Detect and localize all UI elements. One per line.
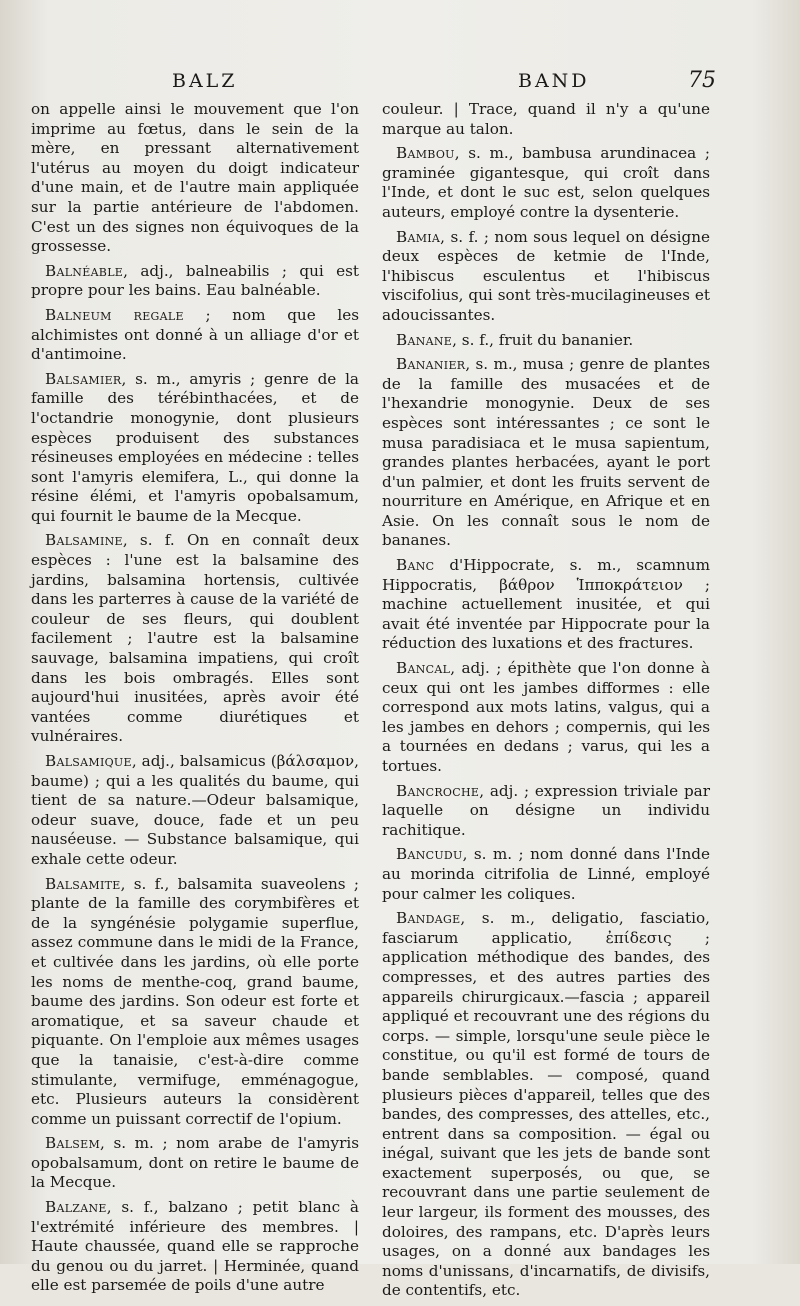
entry-headword: Bambou	[396, 144, 455, 163]
entry-headword: Banane	[396, 330, 453, 349]
entry-headword: Balzane	[45, 1198, 107, 1217]
entry-headword: Balsamier	[45, 369, 122, 388]
entry-headword: Balsamite	[45, 874, 121, 893]
dictionary-entry	[382, 782, 710, 841]
entry-text: , adj., balneabilis ; qui est propre pour les bains. Eau balnéable.	[31, 261, 359, 300]
entry-text: , s. f. ; nom sous lequel on désigne deux espèces de ketmie de l'Inde, l'hibiscus esculentus et l'hibiscus viscifolius, qui sont très-mucilagineuses et adoucissantes.	[382, 227, 710, 324]
entry-text: ; nom que les alchimistes ont donné à un alliage d'or et d'antimoine.	[31, 305, 359, 364]
entry-text: , s. m., amyris ; genre de la famille des térébinthacées, et de l'octandrie monogynie, dont plusieurs espèces produisent des substances résineuses employées en médecine : telles sont l'amyris elemifera, L., qui donne la résine élémi, et l'amyris opobalsamum, qui fournit le baume de la Mecque.	[31, 369, 359, 525]
dictionary-entry	[31, 752, 359, 870]
dictionary-entry	[382, 355, 710, 551]
entry-text: , s. m., bambusa arundinacea ; graminée gigantesque, qui croît dans l'Inde, et dont le suc est, selon quelques auteurs, employé contre la dysenterie.	[382, 144, 710, 221]
left-column	[31, 100, 359, 1301]
dictionary-entry	[382, 331, 710, 351]
entry-text: , adj., balsamicus (βάλσαμον, baume) ; qui a les qualités du baume, qui tient de sa nature.—Odeur balsamique, odeur suave, douce, fade et un peu nauséeuse. — Substance balsamique, qui exhale cette odeur.	[31, 752, 359, 868]
entry-headword: Banc	[396, 556, 435, 575]
dictionary-entry	[382, 144, 710, 222]
entry-text: , adj. ; épithète que l'on donne à ceux qui ont les jambes difformes : elle correspond aux mots latins, valgus, qui a les jambes en dehors ; compernis, qui les a tournées en dedans ; varus, qui les a tortues.	[382, 659, 710, 775]
dictionary-entry	[382, 228, 710, 326]
entry-headword: Bamia	[396, 227, 441, 246]
running-header	[0, 70, 800, 100]
entry-text: , s. m. ; nom donné dans l'Inde au morinda citrifolia de Linné, employé pour calmer les coliques.	[382, 845, 710, 903]
right-running-head: BAND	[518, 70, 590, 92]
dictionary-entry	[382, 659, 710, 777]
entry-headword: Bandage	[396, 909, 461, 928]
entry-headword: Bananier	[396, 355, 466, 374]
entry-text: , s. f. On en connaît deux espèces : l'une est la balsamine des jardins, balsamina hortensis, cultivée dans les parterres à cause de la variété de couleur de ses fleurs, qui doublent facilement ; l'autre est la balsamine sauvage, balsamina impatiens, qui croît dans les bois ombragés. Elles sont aujourd'hui inusitées, après avoir été vantées comme diurétiques et vulnéraires.	[31, 531, 359, 746]
dictionary-entry	[382, 909, 710, 1301]
entry-text: on appelle ainsi le mouvement que l'on imprime au fœtus, dans le sein de la mère, en pressant alternativement l'utérus au moyen du doigt indicateur d'une main, et de l'autre main appliquée sur la partie antérieure de l'abdomen. C'est un des signes non équivoques de la grossesse.	[31, 100, 359, 256]
dictionary-entry	[31, 531, 359, 747]
entry-headword: Balsamine	[45, 531, 123, 550]
entry-text: d'Hippocrate, s. m., scamnum Hippocratis, βάθρον Ἱπποκράτειον ; machine actuellement inusitée, et qui avait été inventée par Hippocrate pour la réduction des luxations et des fractures.	[382, 556, 710, 653]
continued-text	[31, 100, 359, 257]
entry-text: , s. f., fruit du bananier.	[452, 330, 634, 349]
left-running-head: BALZ	[172, 70, 238, 92]
page-number: 75	[688, 68, 716, 93]
entry-text: , s. m. ; nom arabe de l'amyris opobalsamum, dont on retire le baume de la Mecque.	[31, 1134, 359, 1192]
entry-headword: Balneum regale	[45, 305, 184, 324]
dictionary-entry	[31, 1134, 359, 1193]
dictionary-entry	[31, 262, 359, 301]
entry-text: , s. f., balzano ; petit blanc à l'extrémité inférieure des membres. | Haute chaussée, quand elle se rapproche du genou ou du jarret. | Herminée, quand elle est parsemée de poils d'une autre	[31, 1198, 359, 1295]
entry-headword: Balsamique	[45, 752, 132, 770]
entry-headword: Bancudu	[396, 845, 463, 864]
entry-text: , s. f., balsamita suaveolens ; plante de la famille des corymbifères et de la syngénésie polygamie superflue, assez commune dans le midi de la France, et cultivée dans les jardins, où elle porte les noms de menthe-coq, grand baume, baume des jardins. Son odeur est forte et aromatique, et sa saveur chaude et piquante. On l'emploie aux mêmes usages que la tanaisie, c'est-à-dire comme stimulante, vermifuge, emménagogue, etc. Plusieurs auteurs la considèrent comme un puissant correctif de l'opium.	[31, 874, 359, 1128]
dictionary-entry	[382, 845, 710, 904]
dictionary-entry	[31, 370, 359, 527]
entry-text: couleur. | Trace, quand il n'y a qu'une marque au talon.	[382, 100, 710, 138]
dictionary-entry	[382, 556, 710, 654]
dictionary-entry	[31, 1198, 359, 1296]
dictionary-entry	[31, 875, 359, 1130]
entry-text: , adj. ; expression triviale par laquelle on désigne un individu rachitique.	[382, 781, 710, 839]
right-column	[382, 100, 710, 1306]
dictionary-entry	[31, 306, 359, 365]
continued-text	[382, 100, 710, 139]
entry-headword: Bancal	[396, 659, 451, 678]
entry-text: , s. m., musa ; genre de plantes de la famille des musacées et de l'hexandrie monogynie. Deux de ses espèces sont intéressantes ; ce sont le musa paradisiaca et le musa sapientum, grandes plantes herbacées, ayant le port d'un palmier, et dont les fruits servent de nourriture en Amérique, en Afrique et en Asie. On les connaît sous le nom de bananes.	[382, 355, 710, 550]
entry-headword: Balsem	[45, 1134, 101, 1153]
entry-headword: Balnéable	[45, 261, 124, 280]
entry-text: , s. m., deligatio, fasciatio, fasciarum applicatio, ἐπίδεσις ; application méthodique des bandes, des compresses, et des autres parties des appareils chirurgicaux.—fascia ; appareil appliqué et recouvrant une des régions du corps. — simple, lorsqu'une seule pièce le constitue, ou qu'il est formé de tours de bande semblables. — composé, quand plusieurs pièces d'appareil, telles que des bandes, des compresses, des attelles, etc., entrent dans sa composition. — égal ou inégal, suivant que les jets de bande sont exactement superposés, ou que, se recouvrant dans une partie seulement de leur largeur, ils forment des mousses, des doloires, des rampans, etc. D'après leurs usages, on a donné aux bandages les noms d'unissans, d'incarnatifs, de divisifs, de contentifs, etc.	[382, 909, 710, 1300]
entry-headword: Bancroche	[396, 781, 480, 800]
